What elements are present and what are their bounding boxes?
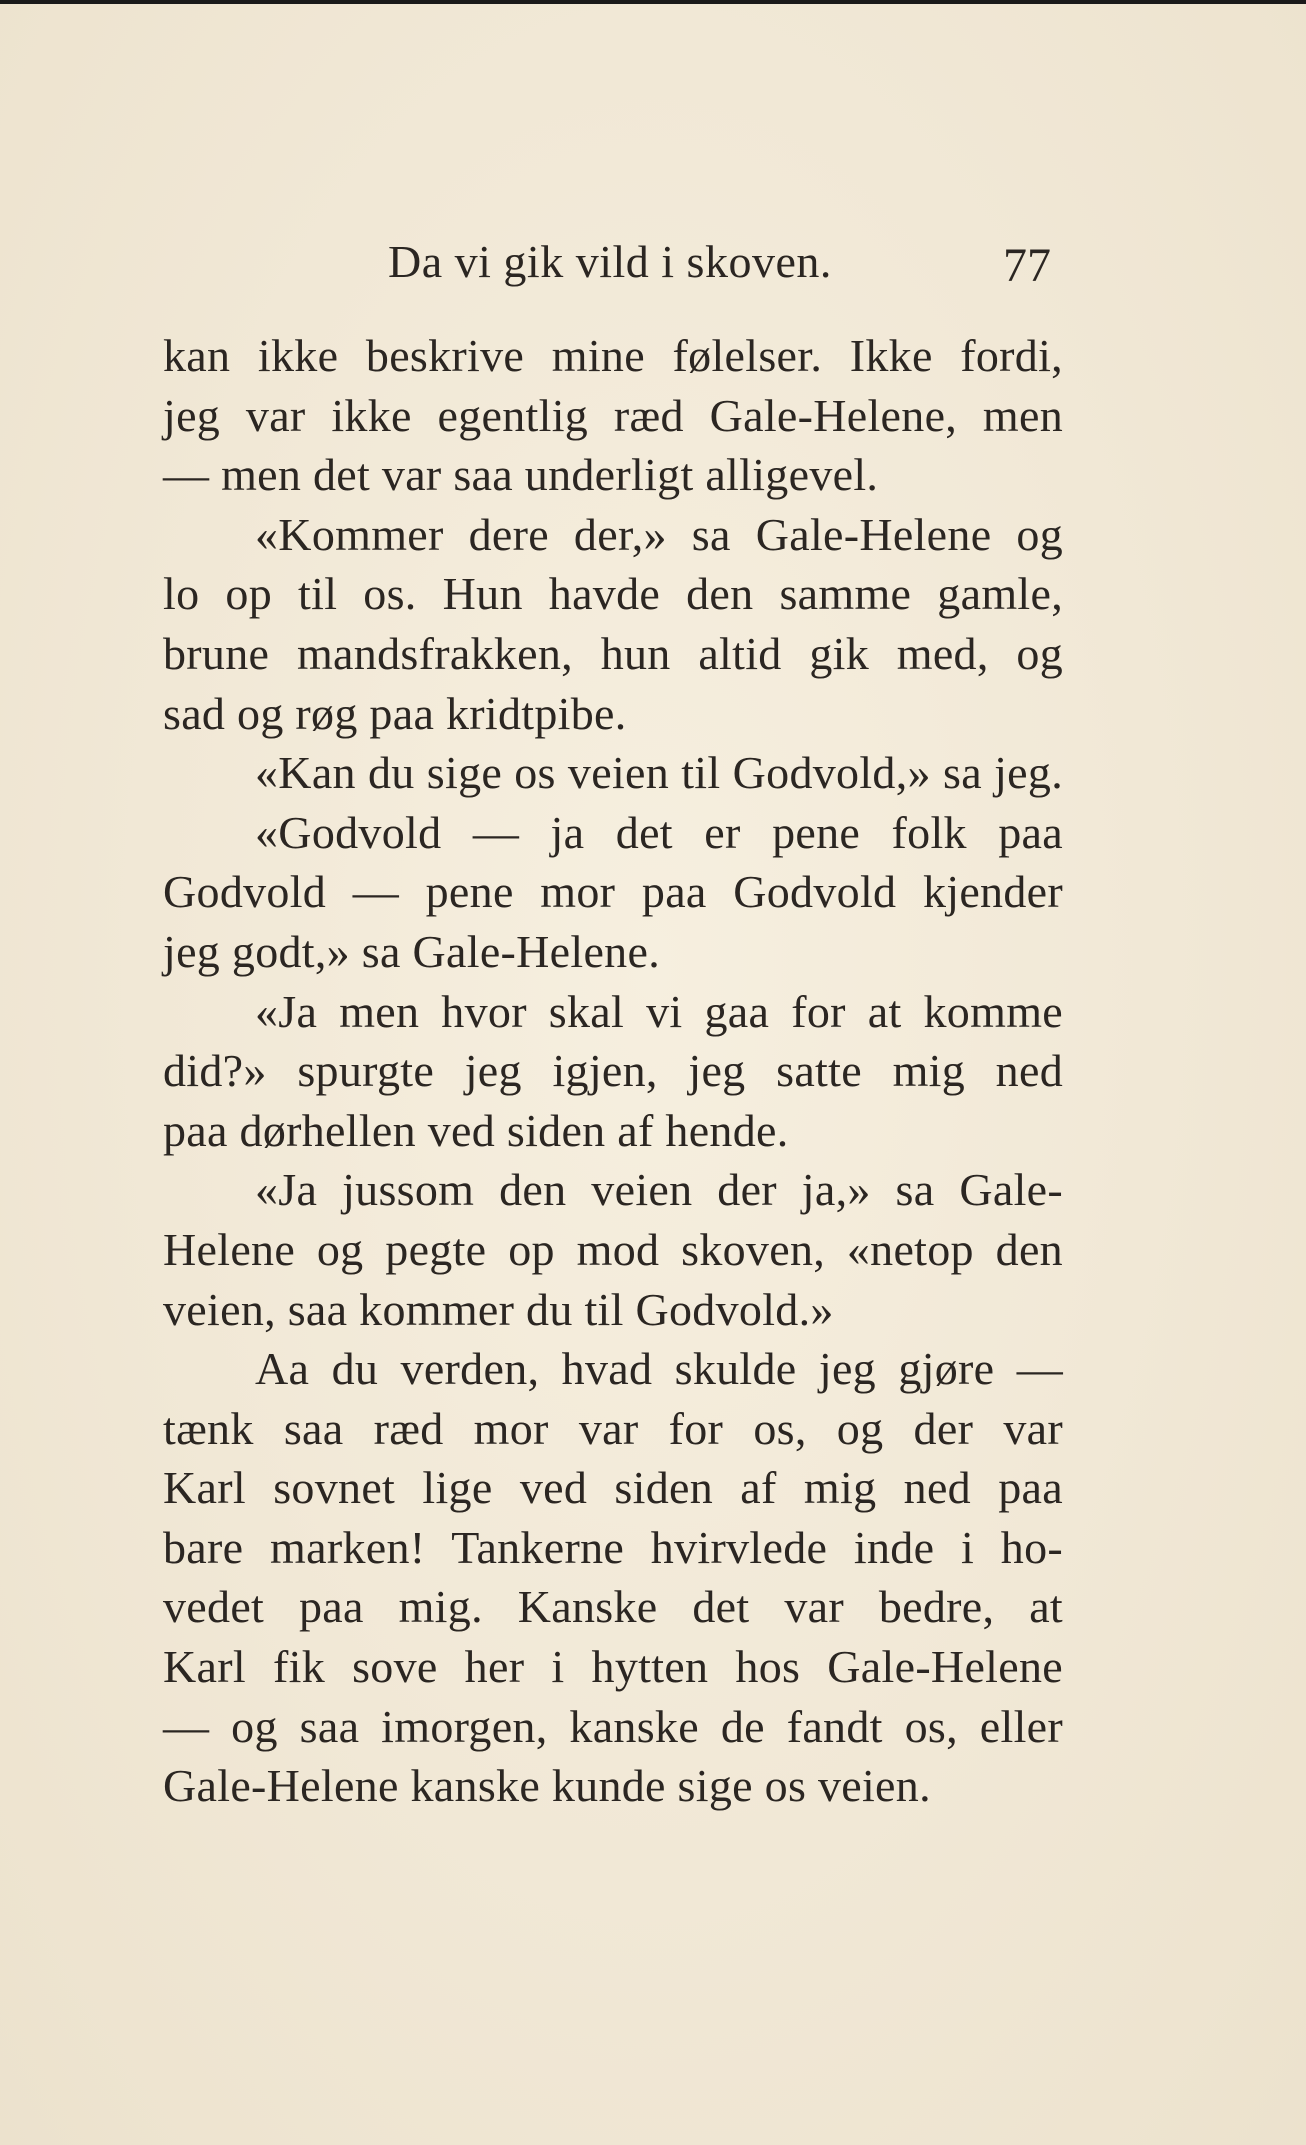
text-line: veien, saa kommer du til Godvold.» [163, 1283, 834, 1335]
text-line: jeg godt,» sa Gale-Helene. [163, 925, 660, 977]
text-line: «Kommer dere der,» sa Gale-Helene og [255, 508, 1063, 560]
text-line: bare marken! Tankerne hvirvlede inde i ho- [163, 1521, 1063, 1573]
text-line: brune mandsfrakken, hun altid gik med, og [163, 627, 1063, 679]
text-line: «Godvold — ja det er pene folk paa [255, 806, 1063, 858]
text-line: Helene og pegte op mod skoven, «netop den [163, 1223, 1063, 1275]
text-line: kan ikke beskrive mine følelser. Ikke fordi, [163, 330, 1063, 381]
text-line: jeg var ikke egentlig ræd Gale-Helene, men [163, 389, 1063, 441]
text-line: «Ja jussom den veien der ja,» sa Gale- [255, 1164, 1063, 1216]
text-line: vedet paa mig. Kanske det var bedre, at [163, 1581, 1063, 1633]
text-line: Aa du verden, hvad skulde jeg gjøre — [255, 1343, 1063, 1395]
page-number: 77 [1003, 239, 1051, 292]
text-line: tænk saa ræd mor var for os, og der var [163, 1402, 1063, 1454]
text-line: — men det var saa underligt alligevel. [163, 449, 879, 501]
text-line: «Ja men hvor skal vi gaa for at komme [255, 985, 1063, 1037]
text-line: Gale-Helene kanske kunde sige os veien. [163, 1760, 931, 1812]
text-line: «Kan du sige os veien til Godvold,» sa jeg. [255, 747, 1063, 799]
running-title: Da vi gik vild i skoven. [388, 236, 832, 287]
page-header [0, 232, 1306, 292]
text-line: Godvold — pene mor paa Godvold kjender [163, 866, 1063, 918]
text-line: did?» spurgte jeg igjen, jeg satte mig ned [163, 1045, 1063, 1097]
page-top-border [0, 0, 1306, 4]
text-line: sad og røg paa kridtpibe. [163, 687, 627, 739]
text-line: paa dørhellen ved siden af hende. [163, 1104, 789, 1156]
text-line: — og saa imorgen, kanske de fandt os, eller [163, 1700, 1063, 1752]
text-line: Karl fik sove her i hytten hos Gale-Helene [163, 1641, 1063, 1693]
body-text [163, 326, 1063, 1816]
text-line: lo op til os. Hun havde den samme gamle, [163, 568, 1063, 620]
text-line: Karl sovnet lige ved siden af mig ned paa [163, 1462, 1063, 1514]
